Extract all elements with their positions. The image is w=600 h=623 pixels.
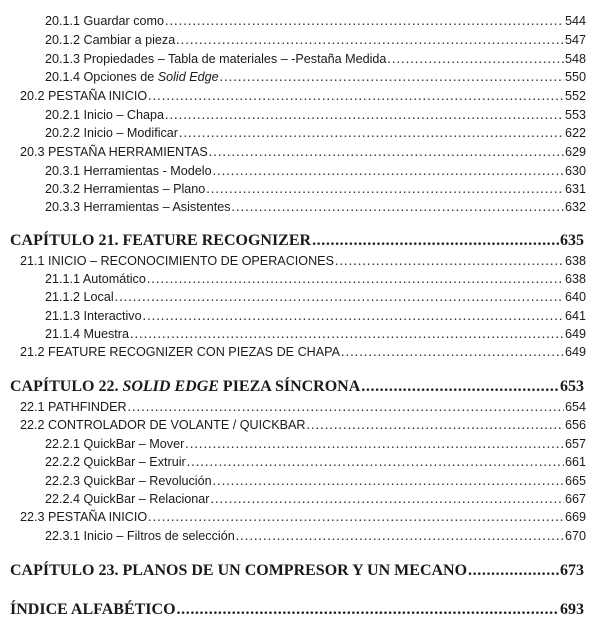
dot-leader bbox=[176, 33, 564, 47]
toc-chapter-page: 693 bbox=[560, 601, 584, 618]
toc-entry-page: 665 bbox=[564, 474, 586, 488]
toc-entry-page: 669 bbox=[564, 510, 586, 524]
dot-leader bbox=[148, 510, 564, 524]
toc-entry-title: 21.1.3 Interactivo bbox=[45, 309, 142, 323]
toc-entry-page: 657 bbox=[564, 437, 586, 451]
toc-chapter-22[interactable] bbox=[10, 379, 584, 395]
toc-entry-20-1-2[interactable] bbox=[45, 33, 586, 47]
chapter-title-text-end: PIEZA SÍNCRONA bbox=[218, 378, 361, 395]
toc-entry-20-1-4[interactable] bbox=[45, 70, 586, 84]
toc-chapter-title: CAPÍTULO 21. FEATURE RECOGNIZER bbox=[10, 232, 312, 249]
toc-entry-title bbox=[45, 71, 219, 84]
dot-leader bbox=[387, 52, 564, 66]
toc-entry-21-2[interactable] bbox=[20, 345, 586, 359]
toc-entry-title: 21.1.1 Automático bbox=[45, 272, 146, 286]
toc-entry-title: 22.3 PESTAÑA INICIO bbox=[20, 510, 148, 524]
toc-entry-page: 553 bbox=[564, 108, 586, 122]
toc-entry-title: 20.3.3 Herramientas – Asistentes bbox=[45, 200, 231, 214]
toc-entry-page: 550 bbox=[564, 70, 586, 84]
toc-entry-21-1-3[interactable] bbox=[45, 309, 586, 323]
toc-entry-title: 21.1 INICIO – RECONOCIMIENTO DE OPERACIONES bbox=[20, 254, 334, 268]
dot-leader bbox=[335, 254, 564, 268]
toc-entry-page: 654 bbox=[564, 400, 586, 414]
toc-entry-page: 638 bbox=[564, 254, 586, 268]
dot-leader bbox=[143, 309, 564, 323]
dot-leader bbox=[341, 345, 564, 359]
toc-entry-title: 20.2 PESTAÑA INICIO bbox=[20, 89, 148, 103]
dot-leader bbox=[209, 145, 564, 159]
toc-entry-page: 630 bbox=[564, 164, 586, 178]
dot-leader bbox=[130, 327, 564, 341]
dot-leader bbox=[185, 437, 564, 451]
dot-leader bbox=[232, 200, 564, 214]
dot-leader bbox=[179, 126, 564, 140]
toc-entry-22-1[interactable] bbox=[20, 400, 586, 414]
toc-entry-title: 21.2 FEATURE RECOGNIZER CON PIEZAS DE CHAPA bbox=[20, 345, 341, 359]
toc-entry-title: 21.1.4 Muestra bbox=[45, 327, 130, 341]
toc-entry-title: 20.3 PESTAÑA HERRAMIENTAS bbox=[20, 145, 208, 159]
toc-entry-22-2-4[interactable] bbox=[45, 492, 586, 506]
toc-entry-22-3-1[interactable] bbox=[45, 529, 586, 543]
dot-leader bbox=[213, 474, 564, 488]
toc-entry-page: 670 bbox=[564, 529, 586, 543]
toc-entry-21-1-2[interactable] bbox=[45, 290, 586, 304]
toc-entry-title: 22.3.1 Inicio – Filtros de selección bbox=[45, 529, 235, 543]
chapter-title-text: CAPÍTULO 22. bbox=[10, 378, 123, 395]
toc-entry-page: 656 bbox=[564, 418, 586, 432]
toc-chapter-title: ÍNDICE ALFABÉTICO bbox=[10, 601, 176, 618]
toc-entry-page: 638 bbox=[564, 272, 586, 286]
chapter-title-emphasis: SOLID EDGE bbox=[122, 378, 219, 395]
toc-entry-title: 22.2.1 QuickBar – Mover bbox=[45, 437, 185, 451]
toc-entry-20-1-1[interactable] bbox=[45, 14, 586, 28]
toc-entry-22-2-3[interactable] bbox=[45, 474, 586, 488]
toc-entry-22-2-1[interactable] bbox=[45, 437, 586, 451]
toc-entry-page: 632 bbox=[564, 200, 586, 214]
toc-chapter-23[interactable] bbox=[10, 563, 584, 579]
toc-chapter-title bbox=[10, 379, 360, 395]
dot-leader bbox=[165, 108, 564, 122]
toc-entry-21-1[interactable] bbox=[20, 254, 586, 268]
toc-entry-21-1-1[interactable] bbox=[45, 272, 586, 286]
toc-entry-title: 20.1.3 Propiedades – Tabla de materiales – -Pestaña Medida bbox=[45, 52, 387, 66]
toc-entry-page: 552 bbox=[564, 89, 586, 103]
toc-entry-page: 548 bbox=[564, 52, 586, 66]
toc-entry-title: 20.2.2 Inicio – Modificar bbox=[45, 126, 179, 140]
toc-entry-title: 21.1.2 Local bbox=[45, 290, 114, 304]
dot-leader bbox=[213, 164, 564, 178]
toc-entry-20-3-1[interactable] bbox=[45, 164, 586, 178]
toc-entry-title: 20.1.2 Cambiar a pieza bbox=[45, 33, 176, 47]
toc-entry-page: 667 bbox=[564, 492, 586, 506]
toc-entry-title: 20.2.1 Inicio – Chapa bbox=[45, 108, 165, 122]
toc-entry-page: 649 bbox=[564, 327, 586, 341]
toc-entry-20-3-3[interactable] bbox=[45, 200, 586, 214]
toc-entry-22-2[interactable] bbox=[20, 418, 586, 432]
dot-leader bbox=[177, 602, 559, 618]
toc-chapter-page: 635 bbox=[560, 232, 584, 249]
dot-leader bbox=[115, 290, 564, 304]
dot-leader bbox=[220, 70, 564, 84]
dot-leader bbox=[468, 563, 559, 579]
toc-entry-20-2-2[interactable] bbox=[45, 126, 586, 140]
toc-entry-title: 20.3.1 Herramientas - Modelo bbox=[45, 164, 212, 178]
toc-chapter-21[interactable] bbox=[10, 233, 584, 249]
toc-entry-22-3[interactable] bbox=[20, 510, 586, 524]
toc-entry-22-2-2[interactable] bbox=[45, 455, 586, 469]
toc-entry-page: 641 bbox=[564, 309, 586, 323]
dot-leader bbox=[128, 400, 564, 414]
dot-leader bbox=[312, 233, 559, 249]
dot-leader bbox=[165, 14, 564, 28]
toc-entry-page: 544 bbox=[564, 14, 586, 28]
toc-entry-page: 649 bbox=[564, 345, 586, 359]
dot-leader bbox=[148, 89, 564, 103]
toc-entry-page: 547 bbox=[564, 33, 586, 47]
toc-entry-21-1-4[interactable] bbox=[45, 327, 586, 341]
dot-leader bbox=[307, 418, 564, 432]
toc-entry-title: 20.3.2 Herramientas – Plano bbox=[45, 182, 206, 196]
dot-leader bbox=[147, 272, 564, 286]
toc-entry-page: 640 bbox=[564, 290, 586, 304]
dot-leader bbox=[206, 182, 564, 196]
toc-chapter-page: 653 bbox=[560, 378, 584, 395]
toc-entry-page: 661 bbox=[564, 455, 586, 469]
toc-entry-page: 631 bbox=[564, 182, 586, 196]
title-emphasis: Solid Edge bbox=[157, 70, 219, 84]
toc-entry-page: 622 bbox=[564, 126, 586, 140]
title-text: 20.1.4 Opciones de bbox=[45, 70, 158, 84]
toc-entry-20-2[interactable] bbox=[20, 89, 586, 103]
dot-leader bbox=[236, 529, 564, 543]
toc-entry-title: 22.2.3 QuickBar – Revolución bbox=[45, 474, 212, 488]
dot-leader bbox=[211, 492, 564, 506]
toc-entry-page: 629 bbox=[564, 145, 586, 159]
toc-alphabetical-index[interactable] bbox=[10, 602, 584, 618]
toc-entry-title: 22.1 PATHFINDER bbox=[20, 400, 127, 414]
toc-entry-title: 22.2.2 QuickBar – Extruir bbox=[45, 455, 186, 469]
toc-chapter-page: 673 bbox=[560, 562, 584, 579]
toc-chapter-title: CAPÍTULO 23. PLANOS DE UN COMPRESOR Y UN MECANO bbox=[10, 562, 468, 579]
dot-leader bbox=[187, 455, 564, 469]
toc-entry-20-3-2[interactable] bbox=[45, 182, 586, 196]
toc-entry-title: 20.1.1 Guardar como bbox=[45, 14, 165, 28]
dot-leader bbox=[361, 379, 559, 395]
toc-entry-20-1-3[interactable] bbox=[45, 52, 586, 66]
toc-entry-title: 22.2.4 QuickBar – Relacionar bbox=[45, 492, 210, 506]
toc-entry-20-2-1[interactable] bbox=[45, 108, 586, 122]
toc-entry-title: 22.2 CONTROLADOR DE VOLANTE / QUICKBAR bbox=[20, 418, 306, 432]
toc-entry-20-3[interactable] bbox=[20, 145, 586, 159]
